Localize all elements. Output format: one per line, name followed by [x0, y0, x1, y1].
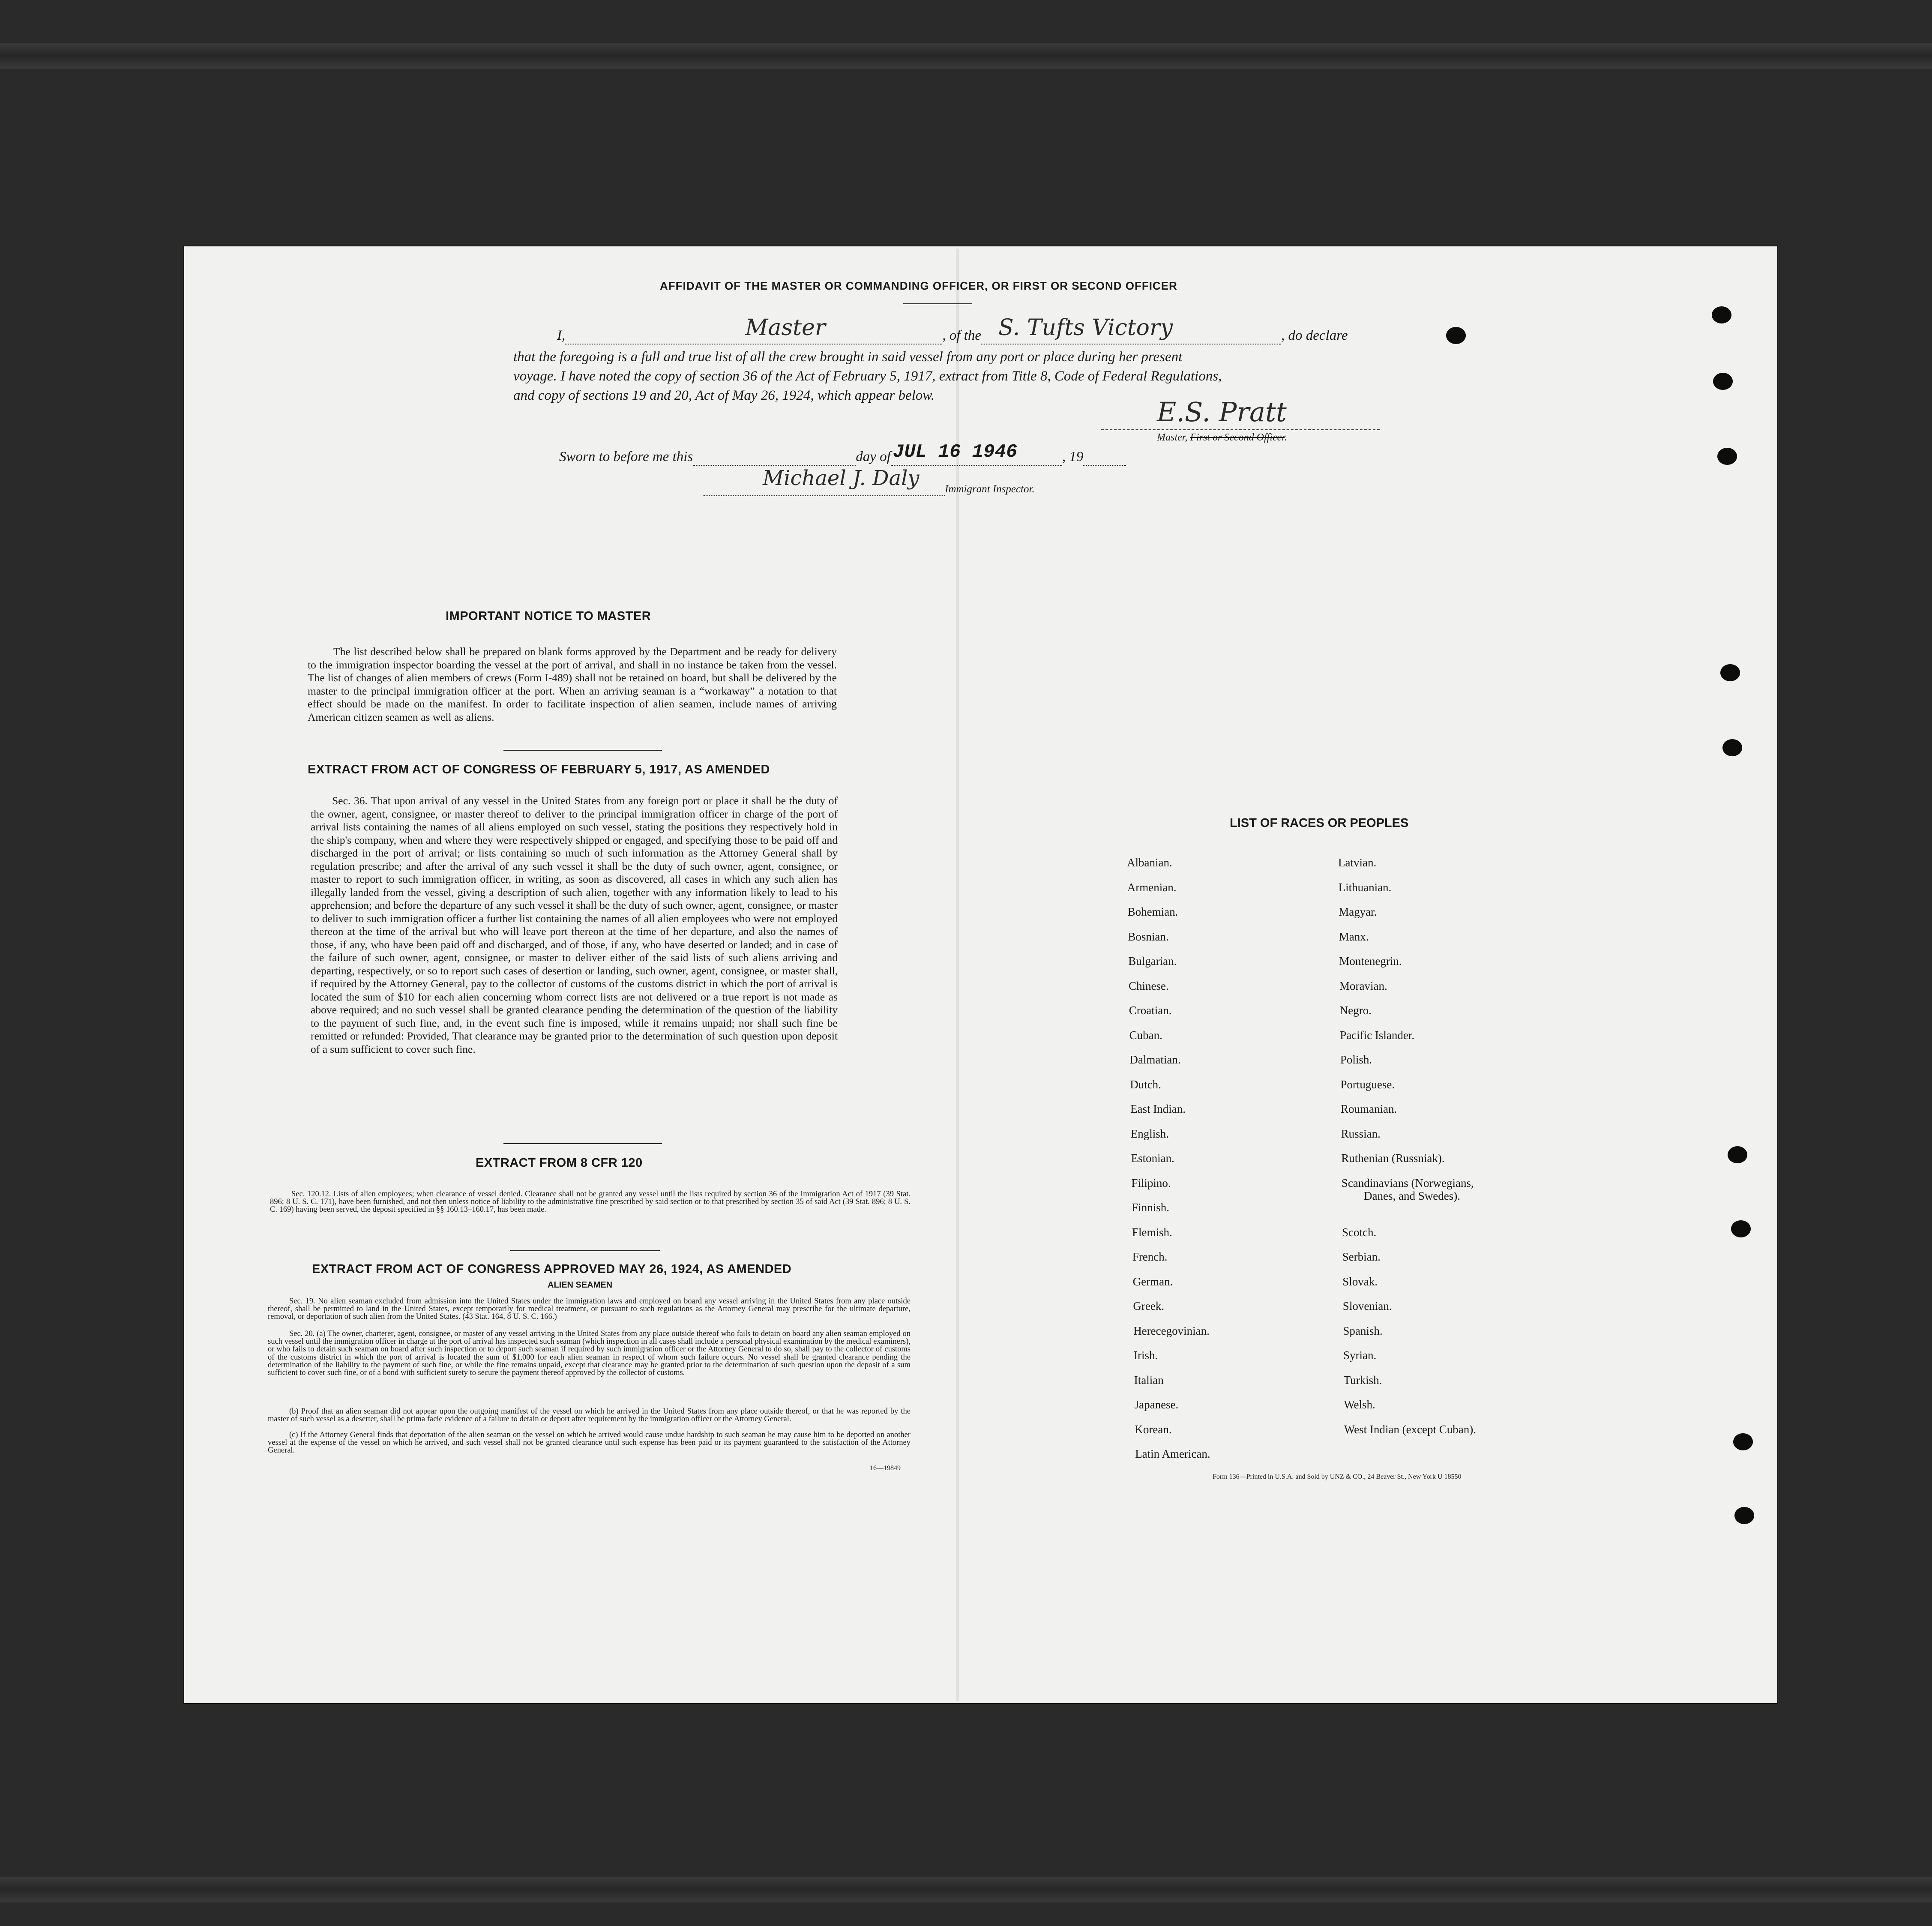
- extract-1924-title: EXTRACT FROM ACT OF CONGRESS APPROVED MAY 26, 1924, AS AMENDED: [312, 1262, 792, 1276]
- extract-1924-sec20c: (c) If the Attorney General finds that deportation of the alien seaman on the vessel on which he arrived would cause undue hardship to such seaman he may cause him to be deported on another vessel at the expense of the vessel on which he arrived, and such vessel shall not be granted clearance until such expense has been paid or its payment guaranteed to the satisfaction of the Attorney General.: [268, 1431, 911, 1455]
- race-item: Finnish.: [1132, 1201, 1169, 1214]
- race-item: Latvian.: [1338, 856, 1377, 869]
- race-item: Flemish.: [1132, 1225, 1172, 1239]
- race-item: Slovenian.: [1342, 1300, 1392, 1312]
- race-item: Irish.: [1134, 1349, 1158, 1362]
- race-item: Turkish.: [1343, 1373, 1382, 1387]
- inspector-signature-field: [703, 466, 945, 496]
- race-item: Roumanian.: [1341, 1102, 1397, 1115]
- race-item: Scotch.: [1342, 1225, 1377, 1239]
- race-item: Pacific Islander.: [1340, 1028, 1415, 1042]
- master-name-handwritten: Master: [745, 315, 826, 341]
- race-item: Dutch.: [1130, 1078, 1161, 1091]
- affidavit-body-line-1: that the foregoing is a full and true list of all the crew brought in said vessel from any port or place during her present: [513, 349, 1183, 365]
- punch-hole: [1734, 1507, 1754, 1524]
- race-item: Korean.: [1135, 1423, 1172, 1436]
- extract-1924-sec20b: (b) Proof that an alien seaman did not appear upon the outgoing manifest of the vessel on which he arrived in the United States from any place outside thereof, or that he was reported by the master of such vessel as a deserter, shall be prima facie evidence of a failure to detain or deport after requirement by the immigration officer or the Attorney General.: [268, 1407, 911, 1424]
- punch-hole: [1713, 373, 1733, 390]
- race-item: Bulgarian.: [1128, 955, 1177, 967]
- race-item: Polish.: [1340, 1053, 1372, 1066]
- race-item: Spanish.: [1343, 1324, 1383, 1337]
- race-item: West Indian (except Cuban).: [1344, 1423, 1477, 1436]
- affidavit-title: AFFIDAVIT OF THE MASTER OR COMMANDING OFFICER, OR FIRST OR SECOND OFFICER: [660, 279, 1177, 292]
- declare-label: , do declare: [1281, 328, 1348, 343]
- extract-1924-subtitle: ALIEN SEAMEN: [548, 1280, 613, 1290]
- inspector-signature: Michael J. Daly: [763, 466, 920, 490]
- race-item: Croatian.: [1129, 1004, 1172, 1017]
- race-item: Manx.: [1339, 930, 1369, 943]
- race-item: Cuban.: [1129, 1028, 1162, 1042]
- race-item: Herecegovinian.: [1133, 1324, 1210, 1337]
- race-item: German.: [1132, 1275, 1173, 1288]
- form-footer: Form 136—Printed in U.S.A. and Sold by UNZ & CO., 24 Beaver St., New York U 18550: [1213, 1473, 1462, 1480]
- film-border-bottom: [0, 1877, 1932, 1902]
- punch-hole: [1712, 306, 1731, 323]
- race-item: Moravian.: [1339, 979, 1387, 992]
- race-item: Filipino.: [1131, 1176, 1171, 1189]
- year-field: [1083, 449, 1126, 466]
- race-item: Portuguese.: [1340, 1078, 1395, 1091]
- punch-hole: [1722, 739, 1742, 756]
- punch-hole: [1731, 1220, 1751, 1237]
- sworn-line: [559, 441, 1126, 466]
- punch-hole: [1446, 327, 1466, 344]
- race-item: Bosnian.: [1128, 930, 1169, 943]
- master-caption-plain: Master,: [1157, 432, 1188, 443]
- page-fold: [956, 249, 959, 1701]
- race-item: Welsh.: [1344, 1398, 1375, 1411]
- date-stamp: JUL 16 1946: [893, 441, 1018, 463]
- year-label: , 19: [1062, 449, 1084, 464]
- punch-hole: [1733, 1433, 1753, 1450]
- extract-1917-title: EXTRACT FROM ACT OF CONGRESS OF FEBRUARY 5, 1917, AS AMENDED: [308, 763, 770, 776]
- extract-1924-sec20a: Sec. 20. (a) The owner, charterer, agent, consignee, or master of any vessel arriving in the United States from any place outside thereof who fails to detain on board any alien seaman employed on such vessel until the immigration officer in charge at the port of arrival has inspected such seaman (which inspection in all cases shall include a personal physical examination by the medical examiners), or who fails to detain such seaman on board after such inspection or to deport such seaman if required by such immigration officer or the Attorney General to do so, shall pay to the collector of customs of the customs district in which the port of arrival is located the sum of $1,000 for each alien seaman in respect of whom such failure occurs. No vessel shall be granted clearance pending the determination of the liability to the payment of such fine, or while the fine remains unpaid, except that clearance may be granted prior to the determination of such question upon the deposit of a sum sufficient to cover such fine, or of a bond with sufficient surety to secure the payment thereof approved by the collector of customs.: [268, 1330, 911, 1378]
- race-item: Albanian.: [1127, 856, 1172, 869]
- race-item: Slovak.: [1342, 1275, 1378, 1288]
- race-item: Latin American.: [1135, 1447, 1210, 1460]
- race-item: Russian.: [1341, 1127, 1381, 1140]
- race-item: Greek.: [1133, 1300, 1165, 1312]
- race-item: Lithuanian.: [1338, 881, 1392, 894]
- punch-hole: [1717, 448, 1737, 465]
- divider: [503, 1143, 662, 1144]
- race-item: French.: [1132, 1250, 1168, 1263]
- race-item: Italian: [1134, 1373, 1164, 1387]
- master-caption: Master, First or Second Officer.: [1157, 432, 1287, 443]
- master-signature: E.S. Pratt: [1157, 396, 1287, 428]
- vessel-name-field: [981, 315, 1281, 344]
- extract-1917-text: Sec. 36. That upon arrival of any vessel in the United States from any foreign port or place it shall be the duty of the owner, agent, consignee, or master thereof to deliver to the principal immigration officer in charge of the port of arrival lists containing the names of all aliens employed on such vessel, stating the positions they respectively hold in the ship's company, when and where they were respectively shipped or engaged, and specifying those to be paid off and discharged in the port of arrival; or lists containing so much of such information as the Attorney General shall by regulation prescribe; and after the arrival of any such vessel it shall be the duty of such owner, agent, consignee, or master to report to such immigration officer, in writing, as soon as discovered, all cases in which any such alien has illegally landed from the vessel, giving a description of such alien, together with any information likely to lead to his apprehension; and before the departure of any such vessel it shall be the duty of such owner, agent, consignee, or master to deliver to such immigration officer a further list containing the names of all alien employees who were not employed thereon at the time of the arrival but who will leave port thereon at the time of her departure, and also the names of those, if any, who have been paid off and discharged, and of those, if any, who have deserted or landed; and in case of the failure of such owner, agent, consignee, or master to deliver either of the said lists of such aliens arriving and departing, respectively, or so to report such cases of desertion or landing, such owner, agent, consignee, or master shall, if required by the Attorney General, pay to the collector of customs of the customs district in which the port of arrival is located the sum of $10 for each alien concerning whom correct lists are not delivered or a true report is not made as above required; and no such vessel shall be granted clearance pending the determination of the question of the liability to the payment of such fine, and, in the event such fine is imposed, while it remains unpaid; nor shall such fine be remitted or refunded: Provided, That clearance may be granted prior to the determination of such question upon deposit of a sum sufficient to cover such fine.: [311, 794, 838, 1055]
- race-item: Negro.: [1339, 1004, 1372, 1017]
- race-item: Syrian.: [1343, 1349, 1377, 1362]
- race-item: Danes, and Swedes).: [1364, 1189, 1460, 1202]
- sworn-label: Sworn to before me this: [559, 449, 693, 464]
- punch-hole: [1728, 1146, 1747, 1163]
- print-code: 16—19849: [870, 1465, 901, 1472]
- affidavit-body-line-2: voyage. I have noted the copy of section 36 of the Act of February 5, 1917, extract from Title 8, Code of Federal Regulations,: [513, 368, 1222, 384]
- race-item: Montenegrin.: [1339, 955, 1402, 967]
- i-label: I,: [557, 328, 566, 343]
- race-item: Bohemian.: [1127, 905, 1178, 918]
- race-item: Ruthenian (Russniak).: [1341, 1152, 1445, 1165]
- extract-cfr-text: Sec. 120.12. Lists of alien employees; when clearance of vessel denied. Clearance shall not be granted any vessel until the lists required by section 36 of the Immigration Act of 1917 (39 Stat. 896; 8 U. S. C. 171), have been furnished, and not then unless notice of liability to the administrative fine prescribed by said section or to that prescribed by section 35 of said Act (39 Stat. 896; 8 U. S. C. 169) having been served, the deposit specified in §§ 160.13–160.17, has been made.: [270, 1190, 911, 1214]
- race-item: English.: [1130, 1127, 1169, 1140]
- affidavit-body-line-3: and copy of sections 19 and 20, Act of May 26, 1924, which appear below.: [513, 388, 935, 403]
- race-item: Japanese.: [1134, 1398, 1179, 1411]
- notice-title: IMPORTANT NOTICE TO MASTER: [446, 609, 651, 623]
- race-item: Scandinavians (Norwegians,: [1341, 1176, 1474, 1189]
- extract-cfr-title: EXTRACT FROM 8 CFR 120: [476, 1156, 643, 1170]
- date-field: [891, 441, 1062, 466]
- master-caption-struck: First or Second Officer: [1190, 432, 1285, 443]
- race-item: Magyar.: [1339, 905, 1377, 918]
- race-item: East Indian.: [1130, 1102, 1186, 1115]
- title-underline: [903, 303, 972, 304]
- master-signature-line: [1101, 429, 1380, 431]
- extract-1924-sec19: Sec. 19. No alien seaman excluded from admission into the United States under the immigration laws and employed on board any vessel arriving in the United States from any place outside thereof, shall be permitted to land in the United States, except temporarily for medical treatment, or pursuant to such regulations as the Attorney General may prescribe for the ultimate departure, removal, or deportation of such alien from the United States. (43 Stat. 164, 8 U. S. C. 166.): [268, 1297, 911, 1321]
- race-item: Chinese.: [1129, 979, 1169, 992]
- inspector-line: [703, 466, 1035, 496]
- race-item: Serbian.: [1342, 1250, 1381, 1263]
- affidavit-declaration-line: [557, 315, 1348, 344]
- punch-hole: [1720, 664, 1740, 681]
- race-item: Estonian.: [1131, 1152, 1174, 1165]
- notice-text: The list described below shall be prepared on blank forms approved by the Department and be ready for delivery to the immigration inspector boarding the vessel at the port of arrival, and shall in no instance be taken from the vessel. The list of changes of alien members of crews (Form I-489) shall not be retained on board, but shall be delivered by the master to the principal immigration officer at the port. When an arriving seaman is a “workaway” a notation to that effect should be made on the manifest. In order to facilitate inspection of alien seamen, include names of arriving American citizen seamen as well as aliens.: [308, 645, 837, 723]
- race-item: Dalmatian.: [1129, 1053, 1181, 1066]
- of-the-label: , of the: [942, 328, 981, 343]
- races-title: LIST OF RACES OR PEOPLES: [1230, 816, 1409, 830]
- day-field: [693, 449, 856, 466]
- inspector-label: Immigrant Inspector.: [945, 483, 1035, 495]
- film-border-top: [0, 43, 1932, 69]
- vessel-name-handwritten: S. Tufts Victory: [998, 315, 1173, 341]
- master-name-field: [565, 315, 942, 344]
- divider: [510, 1250, 660, 1251]
- race-item: Armenian.: [1127, 881, 1177, 894]
- day-label: day of: [856, 449, 891, 464]
- divider: [503, 750, 662, 751]
